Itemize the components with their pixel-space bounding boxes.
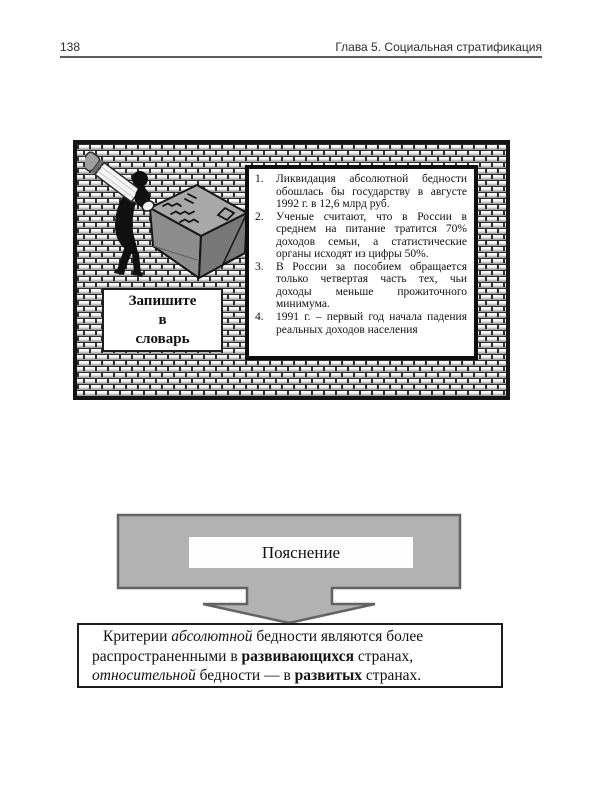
write-to-dictionary-label bbox=[102, 288, 223, 352]
text-run: бедности являются более bbox=[252, 628, 424, 645]
list-marker: 3. bbox=[255, 260, 264, 273]
list-marker: 2. bbox=[255, 210, 264, 223]
text-run-bold: развивающихся bbox=[241, 647, 354, 665]
text-run: странах, bbox=[353, 647, 414, 665]
header-rule bbox=[60, 56, 542, 58]
memo-panel bbox=[73, 140, 510, 400]
text-run: бедности — в bbox=[195, 667, 295, 684]
text-run-italic: относительной bbox=[92, 667, 196, 684]
list-text: В России за пособием обращается только четвертая часть тех, чьи доходы меньше прожиточного минимума. bbox=[276, 260, 467, 311]
text-run: Критерии bbox=[103, 628, 172, 645]
list-text: Ученые считают, что в России в среднем на питание тратится 70% доходов семьи, а статистические органы исходят из цифры 50%. bbox=[276, 210, 467, 261]
text-run: распространенными в bbox=[92, 647, 242, 665]
facts-list-box bbox=[245, 165, 478, 360]
conclusion-line bbox=[92, 647, 493, 667]
label-line: словарь bbox=[135, 331, 190, 347]
conclusion-line bbox=[92, 666, 493, 686]
text-run-bold: развитых bbox=[294, 667, 363, 684]
person-writing-on-block-icon bbox=[85, 146, 253, 280]
list-text: 1991 г. – первый год начала падения реальных доходов населения bbox=[276, 311, 467, 336]
list-item bbox=[255, 173, 467, 211]
list-item bbox=[255, 311, 467, 336]
explanation-flow bbox=[115, 513, 465, 627]
chapter-running-title: Глава 5. Социальная стратификация bbox=[335, 40, 542, 54]
list-item bbox=[255, 211, 467, 261]
text-run: странах. bbox=[362, 667, 422, 684]
label-line: в bbox=[158, 312, 167, 328]
text-run-italic: абсолютной bbox=[171, 628, 253, 645]
page-number: 138 bbox=[60, 40, 81, 54]
list-marker: 4. bbox=[255, 311, 264, 324]
conclusion-box bbox=[77, 623, 503, 688]
list-text: Ликвидация абсолютной бедности обошлась бы государству в августе 1992 г. в 12,6 млрд руб. bbox=[276, 173, 467, 211]
conclusion-line bbox=[92, 627, 493, 647]
down-arrow-callout-shape bbox=[115, 513, 465, 627]
explanation-title: Пояснение bbox=[189, 537, 413, 568]
label-line: Запишите bbox=[128, 293, 197, 309]
list-item bbox=[255, 261, 467, 311]
list-marker: 1. bbox=[255, 173, 264, 185]
